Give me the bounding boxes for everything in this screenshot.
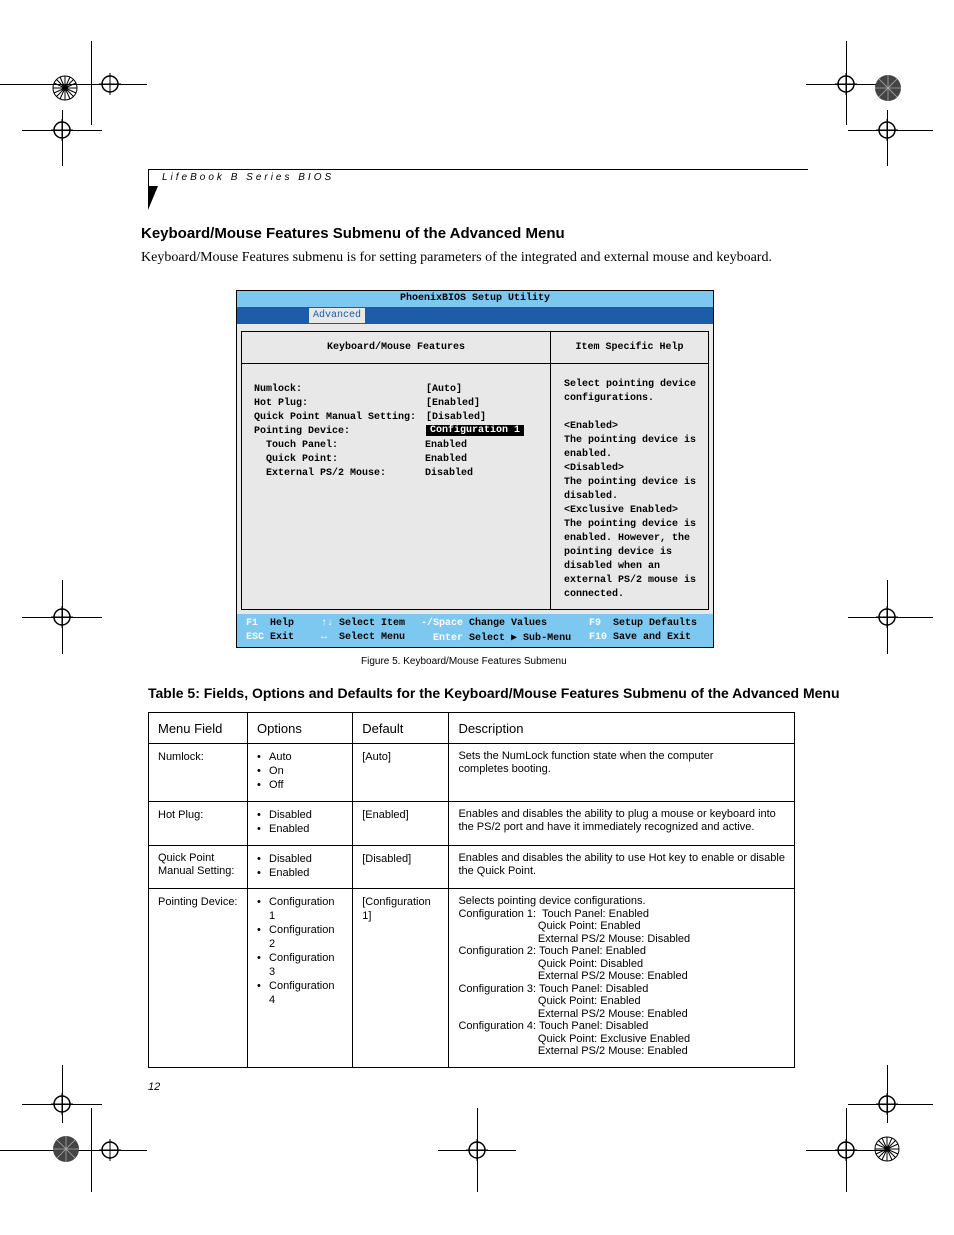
field-cell: Numlock:: [149, 744, 248, 802]
field-cell: Hot Plug:: [149, 802, 248, 846]
options-cell: [248, 744, 353, 802]
crosshair-icon: [51, 606, 73, 628]
field-label-quick-point-manual: Quick Point Manual Setting:: [254, 412, 417, 423]
footer-esc: ESC Exit: [246, 632, 295, 643]
field-value-touch-panel: Enabled: [425, 440, 468, 451]
bios-title: PhoenixBIOS Setup Utility: [237, 291, 713, 307]
field-label-quick-point: Quick Point:: [254, 454, 339, 465]
bios-screen: [236, 290, 714, 648]
field-label-external-mouse: External PS/2 Mouse:: [254, 468, 387, 479]
default-cell: [Disabled]: [353, 846, 449, 889]
description-cell: [449, 889, 795, 1068]
description-cell: [449, 744, 795, 802]
column-header: Menu Field: [149, 713, 248, 744]
option-item: • Enabled: [257, 822, 343, 836]
header-tab-icon: [148, 186, 158, 210]
fields-table: [148, 712, 795, 1068]
field-value-hot-plug[interactable]: [Enabled]: [426, 398, 481, 409]
option-item: • Enabled: [257, 866, 343, 880]
crosshair-icon: [51, 1093, 73, 1115]
field-label-hot-plug: Hot Plug:: [254, 398, 309, 409]
field-text: Quick Point Manual Setting:: [158, 852, 235, 877]
option-item: • Configuration 1: [257, 895, 343, 923]
option-item: • Disabled: [257, 852, 343, 866]
footer-f10: F10 Save and Exit: [589, 632, 692, 643]
figure-caption: Figure 5. Keyboard/Mouse Features Submenu: [361, 656, 567, 667]
field-value-quick-point: Enabled: [425, 454, 468, 465]
table-row: [149, 744, 795, 802]
table-row: [149, 846, 795, 889]
default-cell: [Configuration 1]: [353, 889, 449, 1068]
header-rule: [148, 169, 808, 170]
column-header: Description: [449, 713, 795, 744]
crosshair-icon: [876, 119, 898, 141]
field-label-pointing-device: Pointing Device:: [254, 426, 351, 437]
default-cell: [Enabled]: [353, 802, 449, 846]
footer-f9: F9 Setup Defaults: [589, 618, 698, 629]
field-value-pointing-device[interactable]: Configuration 1: [426, 425, 524, 436]
default-cell: [Auto]: [353, 744, 449, 802]
option-item: • Auto: [257, 750, 343, 764]
bios-panel: [241, 331, 709, 610]
field-cell: Pointing Device:: [149, 889, 248, 1068]
header-rule-vertical: [148, 169, 149, 186]
options-cell: [248, 889, 353, 1068]
crosshair-icon: [99, 73, 121, 95]
options-cell: [248, 802, 353, 846]
description-text: Enables and disables the ability to use Hot key to enable or disable the Quick Point.: [458, 852, 785, 877]
field-value-quick-point-manual[interactable]: [Disabled]: [426, 412, 487, 423]
bios-menubar: [237, 307, 713, 324]
table-row: [149, 802, 795, 846]
footer-change-values: -/Space Change Values: [421, 618, 548, 629]
crosshair-icon: [876, 1093, 898, 1115]
page-number: 12: [148, 1081, 161, 1093]
dark-starburst-icon: [52, 1135, 80, 1163]
crosshair-icon: [835, 73, 857, 95]
bios-footer: [237, 614, 713, 647]
description-cell: [449, 802, 795, 846]
option-item: • Disabled: [257, 808, 343, 822]
option-item: • Configuration 2: [257, 923, 343, 951]
panel-divider: [242, 363, 708, 364]
field-value-external-mouse: Disabled: [425, 468, 474, 479]
option-item: • Off: [257, 778, 343, 792]
table-header-row: [149, 713, 795, 744]
footer-f1: F1 Help: [246, 618, 295, 629]
crosshair-icon: [99, 1139, 121, 1161]
footer-select-item: ↑↓ Select Item: [321, 618, 406, 629]
panel-title: Keyboard/Mouse Features: [326, 342, 466, 353]
running-head: LifeBook B Series BIOS: [162, 172, 335, 183]
description-text: Enables and disables the ability to plug a mouse or keyboard into the PS/2 port and have it immediately recognized and active.: [458, 808, 776, 833]
help-text: Select pointing device configurations. <Enabled> The pointing device is enabled. <Disabled> The pointing device is disabled. <Exclusive Enabled> The pointing device is enabled. However, the pointing device is disabled when an external PS/2 mouse is connected.: [564, 379, 697, 600]
options-cell: [248, 846, 353, 889]
tab-advanced[interactable]: Advanced: [309, 308, 365, 323]
crosshair-icon: [835, 1139, 857, 1161]
option-item: • On: [257, 764, 343, 778]
crosshair-icon: [876, 606, 898, 628]
field-label-touch-panel: Touch Panel:: [254, 440, 339, 451]
column-header: Options: [248, 713, 353, 744]
field-value-numlock[interactable]: [Auto]: [426, 384, 463, 395]
help-title: Item Specific Help: [575, 342, 684, 353]
table-row: [149, 889, 795, 1068]
description-cell: [449, 846, 795, 889]
description-text: Sets the NumLock function state when the computer completes booting.: [458, 750, 714, 775]
description-text: Selects pointing device configurations. Configuration 1: Touch Panel: Enabled Quick Point: Enabled External PS/2 Mouse: Disabled Configuration 2: Touch Panel: Enabled Quick Point: Disabled External PS/2 Mouse: Enabled Configuration 3: Touch Panel: Disabled Quick Point: Enabled External PS/2 Mouse: Enabled Configuration 4: Touch Panel: Disabled Quick Point: Exclusive Enabled External PS/2 Mouse: Enabled: [458, 895, 691, 1057]
panel-divider: [550, 332, 551, 609]
crosshair-icon: [466, 1139, 488, 1161]
crosshair-icon: [51, 119, 73, 141]
option-item: • Configuration 3: [257, 951, 343, 979]
field-cell: [149, 846, 248, 889]
table-title: Table 5: Fields, Options and Defaults for the Keyboard/Mouse Features Submenu of the Advanced Menu: [148, 685, 840, 701]
dark-starburst-icon: [874, 74, 902, 102]
starburst-icon: [52, 75, 78, 101]
section-title: Keyboard/Mouse Features Submenu of the Advanced Menu: [141, 225, 565, 242]
intro-paragraph: Keyboard/Mouse Features submenu is for setting parameters of the integrated and external mouse and keyboard.: [141, 250, 772, 265]
starburst-icon: [874, 1136, 900, 1162]
footer-select-menu: ↔ Select Menu: [321, 632, 406, 643]
footer-enter: Enter Select ▶ Sub-Menu: [433, 633, 572, 644]
option-item: • Configuration 4: [257, 979, 343, 1007]
column-header: Default: [353, 713, 449, 744]
field-label-numlock: Numlock:: [254, 384, 303, 395]
